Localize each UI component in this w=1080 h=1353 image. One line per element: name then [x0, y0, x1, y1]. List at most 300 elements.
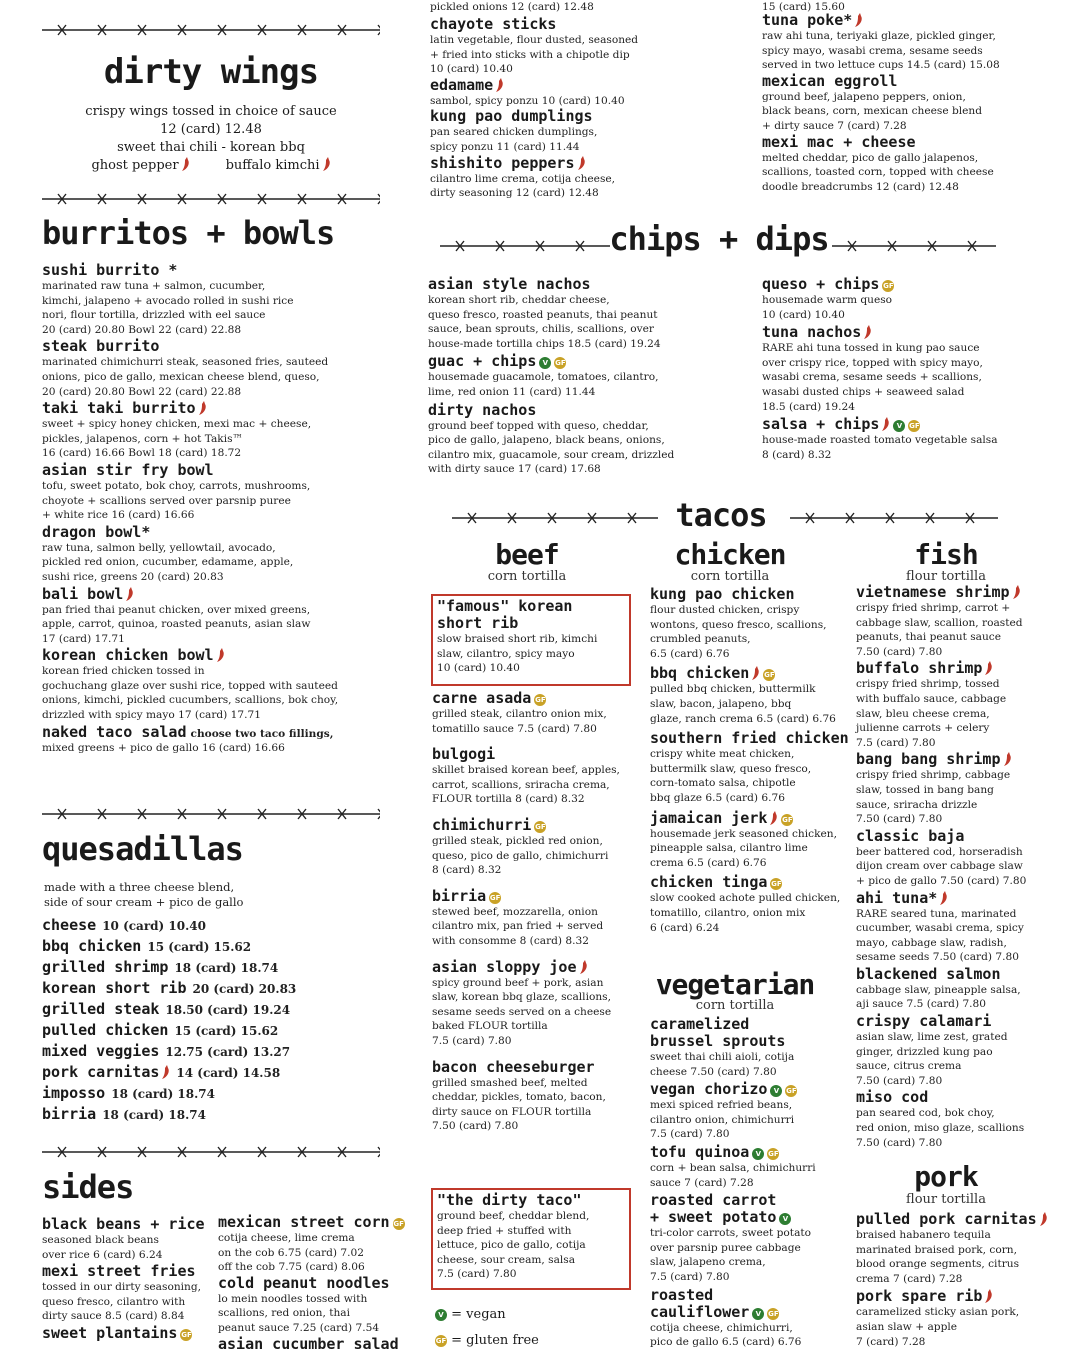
item-desc: braised habanero tequila	[856, 1229, 991, 1241]
menu-item	[762, 324, 1062, 414]
vegan-icon: V	[893, 420, 905, 432]
item-name: asian style nachos	[428, 275, 591, 293]
chili-pepper-icon	[854, 13, 863, 27]
item-desc: peanut sauce 7.25 (card) 7.54	[218, 1321, 380, 1334]
item-desc: 18.5 (card) 19.24	[762, 400, 856, 413]
gluten-free-icon: GF	[764, 671, 775, 680]
item-desc: 6 (card) 6.24	[650, 921, 720, 934]
item-name: tuna nachos	[762, 323, 862, 342]
item-desc: lettuce, pico de gallo, cotija	[437, 1239, 586, 1252]
item-desc: grilled smashed beef, melted	[432, 1076, 588, 1089]
item-desc: wasabi crema, sesame seeds + scallions,	[762, 371, 982, 384]
item-name-row	[856, 584, 1066, 601]
item-desc: cotija cheese, chimichurri,	[650, 1321, 793, 1334]
item-name-row	[430, 77, 750, 94]
item-desc: over parsnip puree cabbage	[650, 1241, 801, 1254]
item-desc: pineapple salsa, cilantro lime	[650, 842, 808, 855]
item-desc: baked FLOUR tortilla	[432, 1020, 548, 1033]
menu-item	[42, 338, 382, 399]
gluten-free-icon: GF	[181, 1330, 192, 1339]
menu-item	[42, 1064, 382, 1081]
item-name: sweet plantains	[42, 1323, 178, 1342]
item-name: blackened salmon	[856, 964, 1001, 983]
item-desc: pickled red onion, cucumber, edamame, apple,	[42, 556, 294, 569]
item-name: mexi mac + cheese	[762, 132, 916, 151]
item-name: taki taki burrito	[42, 399, 196, 418]
item-desc: sauce, citrus crema	[856, 1060, 962, 1073]
chili-pepper-icon	[216, 648, 225, 662]
taco-column-chicken: chicken	[674, 538, 786, 571]
item-name-row	[650, 1016, 850, 1033]
item-name-row	[650, 810, 850, 827]
item-name-row	[218, 1336, 408, 1353]
item-desc: house-made tortilla chips 18.5 (card) 19.24	[428, 337, 661, 350]
item-desc: caramelized sticky asian pork,	[856, 1306, 1020, 1319]
item-desc: dirty sauce 8.5 (card) 8.84	[42, 1310, 185, 1323]
wings-desc: crispy wings tossed in choice of sauce	[85, 104, 337, 119]
item-desc: mayo, cabbage slaw, radish,	[856, 936, 1007, 949]
appetizers-right-list	[762, 12, 1062, 194]
item-desc: doodle breadcrumbs 12 (card) 12.48	[762, 180, 959, 193]
item-name: cold peanut noodles	[218, 1273, 390, 1292]
item-desc: wasabi dusted chips + seaweed salad	[762, 385, 965, 398]
item-desc: 7.5 (card) 7.80	[437, 1268, 517, 1281]
partial-top-line: pickled onions 12 (card) 12.48	[430, 1, 594, 13]
menu-item	[430, 155, 750, 201]
item-desc: 7.50 (card) 7.80	[856, 813, 943, 826]
chili-pepper-icon	[881, 417, 890, 431]
item-name-row	[42, 524, 382, 541]
item-name-row	[650, 1209, 850, 1226]
section-title-dirty-wings: dirty wings	[103, 52, 319, 92]
item-name-row	[650, 874, 850, 891]
item-name-row	[42, 647, 382, 664]
barbed-wire-divider	[42, 193, 380, 205]
item-desc: peanuts, thai peanut sauce	[856, 631, 1002, 644]
item-desc: crispy fried shrimp, carrot +	[856, 602, 1011, 614]
menu-item	[856, 751, 1066, 826]
item-name-row	[42, 724, 382, 742]
chili-pepper-icon	[181, 157, 190, 171]
item-desc: + dirty sauce 7 (card) 7.28	[762, 119, 907, 132]
item-desc: cilantro onion, chimichurri	[650, 1113, 795, 1126]
item-desc: raw tuna, salmon belly, yellowtail, avocado,	[42, 541, 276, 554]
item-name: pork spare rib	[856, 1287, 983, 1306]
item-name-row	[762, 134, 1062, 151]
item-name: edamame	[430, 75, 494, 94]
item-desc: carrot, scallions, sriracha crema,	[432, 778, 610, 791]
item-desc: spicy ponzu 11 (card) 11.44	[430, 140, 580, 153]
item-name: miso cod	[856, 1088, 929, 1107]
barbed-wire-divider	[42, 808, 380, 820]
item-desc: apple, carrot, quinoa, roasted peanuts, asian slaw	[42, 618, 311, 631]
menu-item	[762, 416, 1062, 462]
item-name: bbq chicken	[42, 937, 142, 955]
partial-top-line-right: 15 (card) 15.60	[762, 1, 845, 13]
menu-item	[42, 980, 382, 997]
item-desc: choyote + scallions served over parsnip puree	[42, 494, 291, 507]
item-name: chimichurri	[432, 815, 532, 834]
item-name-row	[856, 1288, 1066, 1305]
beef-tortilla: corn tortilla	[487, 569, 567, 584]
menu-item	[856, 828, 1066, 889]
item-desc: lo mein noodles tossed with	[218, 1292, 368, 1305]
vegan-icon: V	[770, 1085, 782, 1097]
burritos-list	[42, 262, 382, 757]
sides-list-left	[42, 1216, 214, 1343]
item-desc: melted cheddar, pico de gallo jalapenos,	[762, 151, 979, 164]
vegan-icon: V	[752, 1148, 764, 1160]
item-desc: grilled steak, pickled red onion,	[432, 834, 603, 847]
item-desc: 6.5 (card) 6.76	[650, 647, 730, 660]
gluten-free-icon: GF	[393, 1220, 404, 1228]
taco-column-vegetarian: vegetarian	[655, 968, 815, 1001]
legend-gluten-free	[432, 1332, 539, 1350]
menu-item	[650, 586, 850, 661]
item-name: shishito peppers	[430, 153, 575, 172]
item-desc: korean fried chicken tossed in	[42, 665, 205, 678]
menu-item	[432, 959, 642, 1049]
chili-pepper-icon	[1003, 752, 1012, 766]
item-name: korean chicken bowl	[42, 646, 214, 665]
item-name-row	[650, 1192, 850, 1209]
item-desc: sweet + spicy honey chicken, mexi mac + cheese,	[42, 418, 312, 431]
item-desc: sesame seeds served on a cheese	[432, 1005, 612, 1018]
pork-taco-list	[856, 1211, 1066, 1351]
item-desc: with consomme 8 (card) 8.32	[432, 934, 590, 947]
item-name-row	[650, 1287, 850, 1304]
item-desc: gochuchang glaze over sushi rice, topped with sauteed	[42, 679, 338, 692]
item-desc: queso fresco, cilantro with	[42, 1295, 186, 1308]
menu-item	[856, 890, 1066, 965]
barbed-wire-divider	[440, 240, 610, 252]
menu-item	[762, 73, 1062, 134]
item-price: 14 (card) 14.58	[176, 1066, 281, 1080]
menu-item	[432, 1059, 642, 1134]
item-name-row	[432, 817, 642, 834]
item-name-row	[42, 917, 382, 934]
item-desc: drizzled with spicy mayo 17 (card) 17.71	[42, 709, 261, 722]
item-name: mexican eggroll	[762, 71, 898, 90]
vegan-icon: V	[435, 1309, 447, 1321]
item-desc: pickles, jalapenos, corn + hot Takis™	[42, 432, 244, 445]
menu-item	[650, 665, 850, 726]
item-desc: sweet thai chili aioli, cotija	[650, 1051, 795, 1063]
gluten-free-icon: GF	[883, 282, 894, 290]
sides-list-right	[218, 1214, 408, 1353]
item-name: jamaican jerk	[650, 808, 768, 827]
item-price: 18.50 (card) 19.24	[165, 1003, 291, 1017]
item-name-row	[650, 1033, 850, 1050]
item-desc: tossed in our dirty seasoning,	[42, 1281, 201, 1294]
barbed-wire-divider	[452, 512, 658, 524]
menu-item	[42, 1022, 382, 1039]
item-name-row	[762, 12, 1062, 29]
item-name: mexi street fries	[42, 1262, 196, 1281]
item-desc: marinated braised pork, corn,	[856, 1243, 1017, 1256]
item-desc: beer battered cod, horseradish	[856, 845, 1023, 858]
chili-pepper-icon	[984, 1289, 993, 1303]
menu-item	[42, 647, 382, 722]
item-name: grilled shrimp	[42, 958, 169, 976]
section-title-sides: sides	[42, 1168, 134, 1206]
item-name-row	[42, 1106, 382, 1123]
item-name-2: brussel sprouts	[650, 1032, 786, 1050]
item-name-row	[650, 730, 850, 747]
menu-item	[42, 524, 382, 585]
item-name: guac + chips	[428, 352, 537, 371]
item-name: vegan chorizo	[650, 1080, 768, 1099]
chili-pepper-icon	[1012, 585, 1021, 599]
item-name: "the dirty taco"	[437, 1191, 582, 1209]
item-desc: 7.5 (card) 7.80	[856, 736, 936, 749]
item-name: dirty nachos	[428, 400, 537, 419]
item-name-row	[650, 665, 850, 682]
chips-list-right	[762, 276, 1062, 464]
item-name: grilled steak	[42, 1000, 160, 1018]
menu-item	[42, 938, 382, 955]
item-desc: lime, red onion 11 (card) 11.44	[428, 385, 596, 398]
item-desc: buttermilk slaw, queso fresco,	[650, 762, 812, 775]
barbed-wire-divider	[42, 1146, 380, 1158]
item-name: salsa + chips	[762, 415, 880, 434]
gluten-free-icon: GF	[535, 822, 546, 831]
item-name: crispy calamari	[856, 1012, 992, 1031]
menu-item	[856, 1288, 1066, 1349]
item-desc: pan fried thai peanut chicken, over mixed greens,	[42, 603, 311, 616]
item-name: bulgogi	[432, 745, 496, 764]
item-desc: pico de gallo, jalapeno, black beans, onions,	[428, 434, 665, 447]
item-desc: scallions, red onion, thai	[218, 1307, 351, 1320]
item-desc: served in two lettuce cups 14.5 (card) 15.08	[762, 59, 1000, 72]
item-desc: wontons, queso fresco, scallions,	[650, 618, 827, 631]
item-desc: tomatillo, cilantro, onion mix	[650, 906, 806, 919]
item-name-row	[42, 262, 382, 279]
item-name-row	[42, 1085, 382, 1102]
item-name: birria	[42, 1105, 97, 1123]
item-desc: 7.5 (card) 7.80	[650, 1270, 730, 1283]
item-name-row	[430, 108, 750, 125]
item-desc: dirty sauce on FLOUR tortilla	[432, 1105, 592, 1118]
item-name: asian cucumber salad	[218, 1334, 399, 1353]
item-price: 20 (card) 20.83	[192, 982, 297, 996]
gluten-free-icon: GF	[768, 1149, 779, 1158]
item-name: chicken tinga	[650, 873, 768, 892]
item-name: pulled pork carnitas	[856, 1210, 1037, 1228]
item-name: naked taco salad	[42, 722, 187, 741]
item-desc: 7.5 (card) 7.80	[650, 1128, 730, 1141]
item-name-row	[432, 746, 642, 763]
item-name-row	[856, 1013, 1066, 1030]
item-desc: skillet braised korean beef, apples,	[432, 764, 620, 777]
item-price: 18 (card) 18.74	[102, 1108, 206, 1122]
item-desc: crispy white meat chicken,	[650, 748, 795, 761]
vegan-icon: V	[539, 357, 551, 369]
menu-item	[42, 1263, 214, 1324]
gluten-free-icon: GF	[555, 359, 566, 368]
item-name: buffalo shrimp	[856, 659, 983, 678]
item-desc: sambol, spicy ponzu 10 (card) 10.40	[430, 94, 625, 107]
chili-pepper-icon	[984, 661, 993, 675]
item-name: caramelized	[650, 1015, 750, 1033]
featured-box-korean-short-rib	[431, 594, 631, 686]
item-desc: slow cooked achote pulled chicken,	[650, 892, 841, 905]
item-name-2: short rib	[437, 614, 519, 632]
item-name: bacon cheeseburger	[432, 1057, 595, 1076]
item-desc: pico de gallo 6.5 (card) 6.76	[650, 1336, 802, 1349]
item-desc: corn + bean salsa, chimichurri	[650, 1161, 816, 1174]
item-name: cheese	[42, 916, 97, 934]
legend-gf-label: = gluten free	[451, 1333, 539, 1348]
item-name: queso + chips	[762, 275, 880, 293]
item-desc: crumbled peanuts,	[650, 633, 751, 646]
item-name-row	[430, 155, 750, 172]
menu-item	[42, 1106, 382, 1123]
item-name: roasted	[650, 1285, 714, 1304]
item-desc: slaw, bleu cheese crema,	[856, 707, 990, 720]
item-desc: cheese, sour cream, salsa	[437, 1253, 576, 1266]
item-desc: 10 (card) 10.40	[437, 662, 520, 675]
vegetarian-taco-list	[650, 1016, 850, 1352]
item-name-row	[650, 1081, 850, 1098]
item-desc: dijon cream over cabbage slaw	[856, 860, 1023, 873]
item-desc: off the cob 7.75 (card) 8.06	[218, 1261, 365, 1274]
item-desc: 7.5 (card) 7.80	[432, 1034, 512, 1047]
menu-item	[430, 16, 750, 77]
item-desc: kimchi, jalapeno + avocado rolled in sushi rice	[42, 294, 294, 307]
item-desc: slaw, bacon, jalapeno, bbq	[650, 697, 792, 710]
item-name: roasted carrot	[650, 1191, 777, 1210]
item-desc: 20 (card) 20.80 Bowl 22 (card) 22.88	[42, 385, 242, 398]
item-desc: crema 6.5 (card) 6.76	[650, 856, 767, 869]
item-desc: cotija cheese, lime crema	[218, 1232, 355, 1244]
chili-pepper-icon	[1039, 1212, 1048, 1226]
barbed-wire-divider	[832, 240, 996, 252]
menu-item	[218, 1336, 408, 1353]
gluten-free-icon: GF	[489, 893, 501, 902]
menu-item	[430, 77, 750, 109]
item-desc: aji sauce 7.5 (card) 7.80	[856, 998, 987, 1011]
item-desc: latin vegetable, flour dusted, seasoned	[430, 34, 639, 46]
item-desc: blood orange segments, citrus	[856, 1258, 1020, 1271]
item-desc: raw ahi tuna, teriyaki glaze, pickled ginger,	[762, 30, 996, 42]
menu-item	[650, 1287, 850, 1350]
wings-price: 12 (card) 12.48	[160, 122, 262, 137]
item-desc: housemade guacamole, tomatoes, cilantro,	[428, 371, 659, 384]
item-desc: 7.50 (card) 7.80	[856, 645, 943, 658]
item-desc: with dirty sauce 17 (card) 17.68	[428, 463, 601, 476]
item-desc: spicy mayo, wasabi crema, sesame seeds	[762, 44, 983, 57]
item-name-row	[856, 966, 1066, 983]
menu-item	[856, 584, 1066, 659]
item-name: asian stir fry bowl	[42, 460, 214, 479]
item-name-row	[762, 276, 1062, 293]
chili-pepper-icon	[198, 401, 207, 415]
legend-vegan	[432, 1306, 506, 1324]
item-desc: marinated chimichurri steak, seasoned fries, sauteed	[42, 356, 329, 369]
item-desc: 7.50 (card) 7.80	[856, 1074, 943, 1087]
item-desc: scallions, toasted corn, topped with cheese	[762, 166, 994, 179]
item-name: bali bowl	[42, 584, 124, 603]
item-desc: mexi spiced refried beans,	[650, 1099, 793, 1112]
pork-tortilla: flour tortilla	[906, 1192, 986, 1207]
item-desc: sauce 7 (card) 7.28	[650, 1176, 754, 1189]
item-desc: RARE ahi tuna tossed in kung pao sauce	[762, 342, 980, 355]
item-desc: grilled steak, cilantro onion mix,	[432, 708, 607, 720]
chili-pepper-icon	[577, 156, 586, 170]
item-name: kung pao dumplings	[430, 107, 593, 126]
item-desc: stewed beef, mozzarella, onion	[432, 905, 598, 918]
item-desc: pan seared chicken dumplings,	[430, 126, 598, 139]
item-name: steak burrito	[42, 337, 160, 356]
gluten-free-icon: GF	[535, 696, 546, 704]
menu-item	[42, 1085, 382, 1102]
item-name: southern fried chicken	[650, 729, 849, 748]
item-desc: cilantro mix, pan fried + served	[432, 920, 604, 933]
menu-item	[430, 108, 750, 154]
barbed-wire-divider	[790, 512, 998, 524]
gluten-free-icon: GF	[768, 1309, 779, 1318]
item-desc: RARE seared tuna, marinated	[856, 907, 1017, 920]
taco-column-fish: fish	[914, 538, 978, 571]
item-price: 15 (card) 15.62	[147, 940, 252, 954]
item-desc: onions, kimchi, pickled cucumbers, scallions, bok choy,	[42, 694, 339, 707]
item-price: 12.75 (card) 13.27	[165, 1045, 291, 1059]
menu-item	[428, 402, 748, 477]
item-name-row	[432, 959, 642, 976]
item-name: korean short rib	[42, 979, 187, 997]
item-desc: slow braised short rib, kimchi	[437, 633, 598, 645]
item-desc: + white rice 16 (card) 16.66	[42, 509, 195, 522]
item-name-row	[42, 1325, 214, 1342]
item-name-row	[650, 1304, 850, 1321]
item-name: bbq chicken	[650, 664, 750, 683]
item-name-row	[856, 1089, 1066, 1106]
gluten-free-icon: GF	[771, 880, 782, 889]
section-title-quesadillas: quesadillas	[42, 830, 243, 868]
item-name-row	[42, 586, 382, 603]
item-name-row	[856, 890, 1066, 907]
item-desc: slaw, cilantro, spicy mayo	[437, 647, 575, 660]
item-desc: 8 (card) 8.32	[432, 864, 502, 877]
item-desc: onions, pico de gallo, mexican cheese blend, queso,	[42, 370, 320, 383]
menu-item	[650, 1016, 850, 1079]
menu-item	[42, 1325, 214, 1342]
item-name-row	[42, 1263, 214, 1280]
menu-item	[432, 746, 642, 807]
item-desc: cheddar, pickles, tomato, bacon,	[432, 1091, 606, 1104]
item-name: chayote sticks	[430, 15, 557, 33]
section-title-tacos: tacos	[675, 496, 767, 534]
item-name-row	[218, 1275, 408, 1292]
item-name: vietnamese shrimp	[856, 583, 1010, 601]
menu-item	[650, 810, 850, 871]
item-name-row	[432, 888, 642, 905]
item-name: classic baja	[856, 826, 965, 845]
item-desc: black beans, corn, mexican cheese blend	[762, 105, 983, 118]
item-name: bang bang shrimp	[856, 750, 1001, 769]
quesadillas-list	[42, 917, 382, 1127]
menu-item	[762, 134, 1062, 195]
item-desc: with buffalo sauce, cabbage	[856, 692, 1007, 705]
vegan-icon: V	[752, 1308, 764, 1320]
section-title-chips-dips: chips + dips	[609, 220, 829, 258]
menu-item	[432, 888, 642, 949]
item-name-row	[856, 751, 1066, 768]
item-desc: over crispy rice, topped with spicy mayo,	[762, 356, 983, 369]
quesadillas-intro-1: made with a three cheese blend,	[44, 880, 235, 894]
fish-taco-list	[856, 584, 1066, 1151]
